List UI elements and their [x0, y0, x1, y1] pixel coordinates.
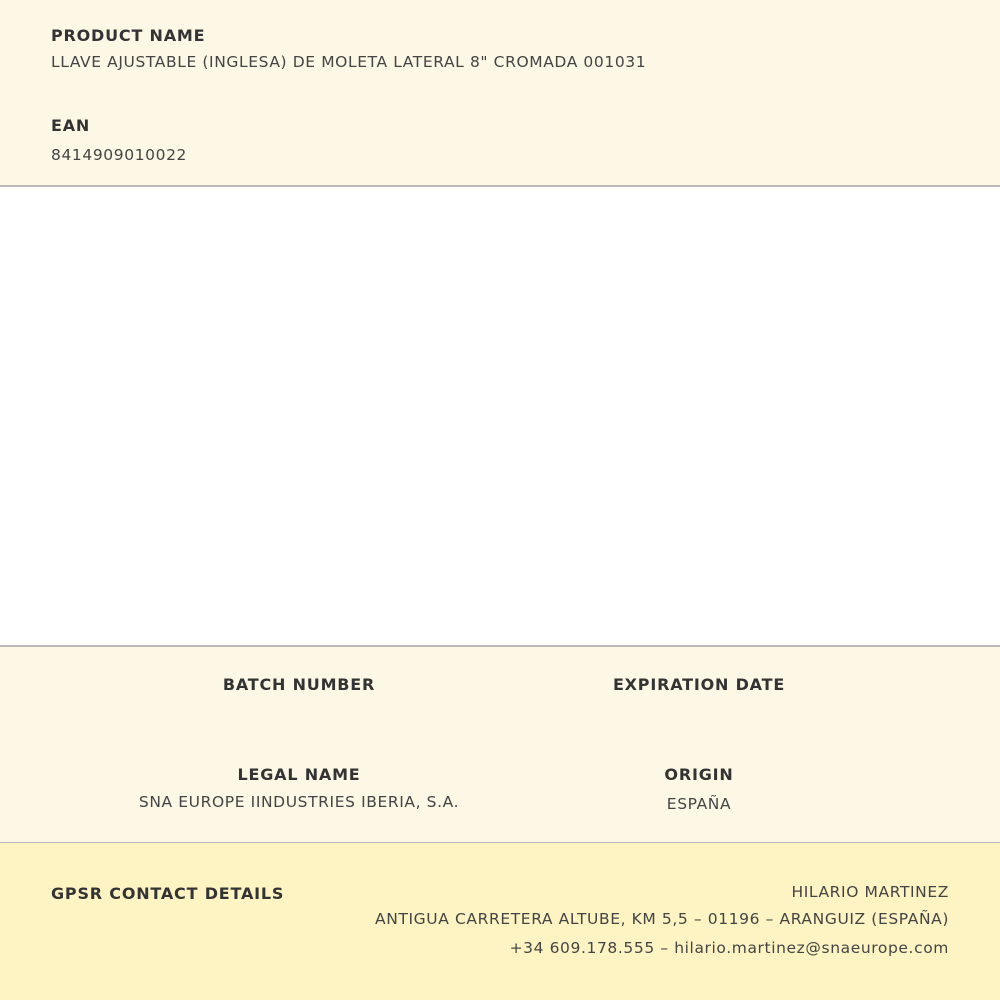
gpsr-contact-section	[0, 843, 1000, 1000]
origin-label: ORIGIN	[664, 765, 734, 784]
contact-name: HILARIO MARTINEZ	[791, 883, 949, 901]
contact-phone-email: +34 609.178.555 – hilario.martinez@snaeurope.com	[509, 939, 949, 957]
contact-address: ANTIGUA CARRETERA ALTUBE, KM 5,5 – 01196 – ARANGUIZ (ESPAÑA)	[375, 910, 949, 928]
product-name-value: LLAVE AJUSTABLE (INGLESA) DE MOLETA LATERAL 8" CROMADA 001031	[51, 53, 647, 71]
expiration-date-label: EXPIRATION DATE	[612, 675, 786, 694]
product-details-section	[0, 645, 1000, 844]
product-section	[0, 0, 1000, 187]
batch-number-label: BATCH NUMBER	[222, 675, 376, 694]
legal-name-label: LEGAL NAME	[237, 765, 361, 784]
ean-value: 8414909010022	[51, 146, 188, 164]
legal-name-value: SNA EUROPE IINDUSTRIES IBERIA, S.A.	[138, 793, 460, 811]
product-name-label: PRODUCT NAME	[51, 26, 206, 45]
gpsr-contact-label: GPSR CONTACT DETAILS	[51, 884, 285, 903]
ean-label: EAN	[51, 116, 91, 135]
origin-value: ESPAÑA	[666, 795, 732, 813]
blank-content-area	[0, 187, 1000, 646]
